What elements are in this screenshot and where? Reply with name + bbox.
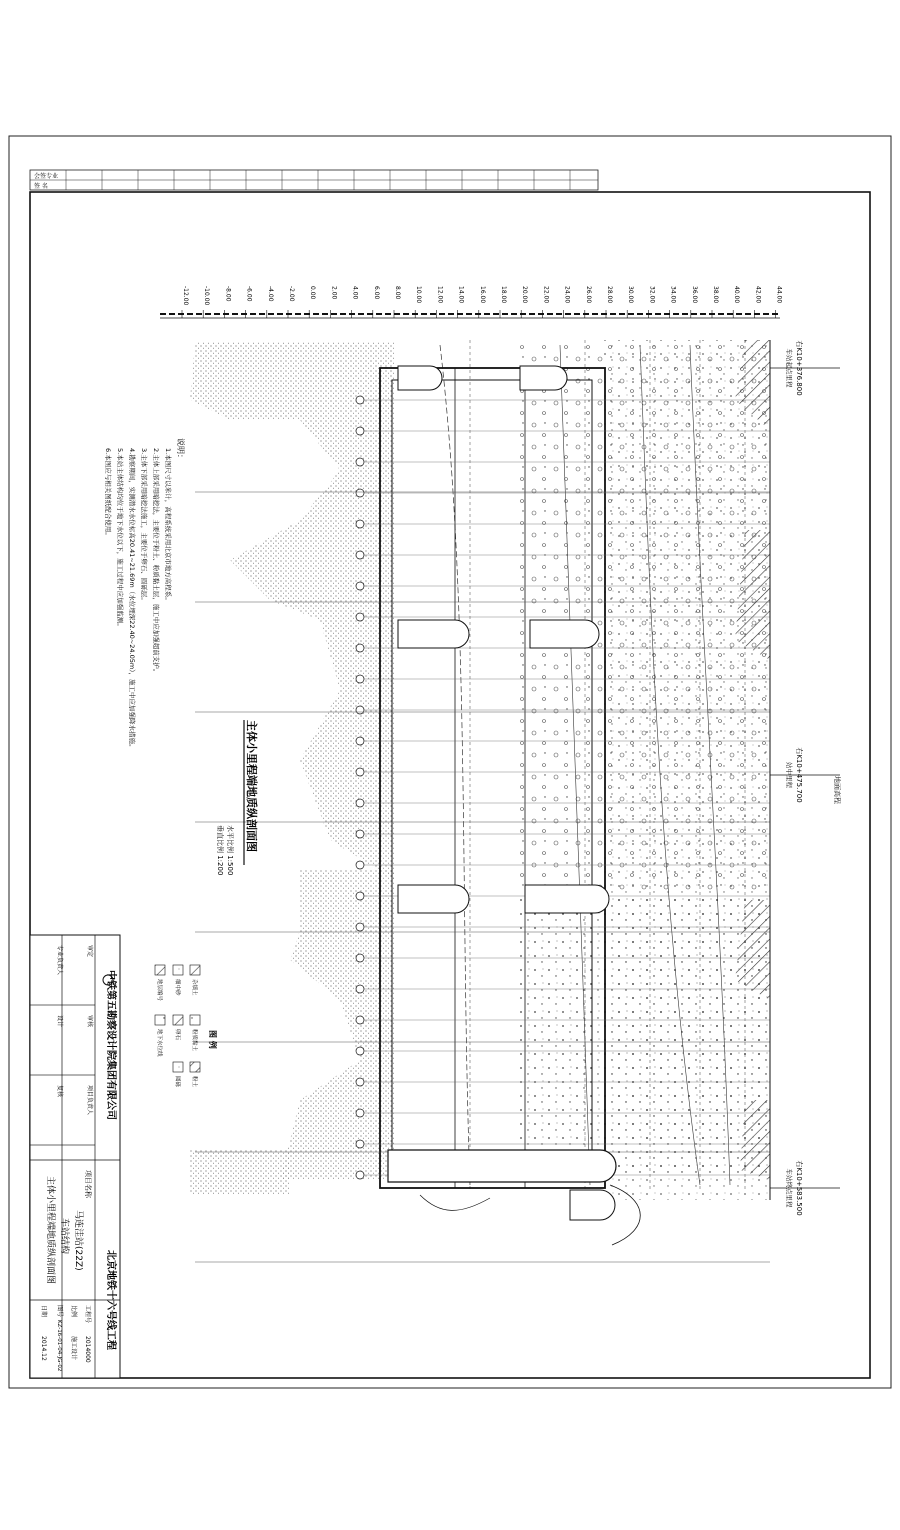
legend-swatch	[173, 965, 183, 975]
company-name: 中铁第五勘察设计院集团有限公司	[105, 970, 116, 1120]
elevation-tick-label: -12.00	[182, 286, 189, 306]
shaft-exit	[570, 1190, 615, 1220]
fill-soil-lower	[280, 870, 395, 1180]
end-station-label: 车站终点里程	[785, 1168, 793, 1208]
hatch-strip-end	[740, 1100, 770, 1180]
title-block-row-label: 设计	[56, 1015, 63, 1028]
shaft-top-left	[398, 366, 442, 390]
axis-bubble-icon	[356, 1140, 364, 1148]
legend-item-label: 地层编号	[156, 979, 162, 1002]
legend-swatch	[190, 965, 200, 975]
axis-bubble-icon	[356, 1171, 364, 1179]
elevation-tick-label: 18.00	[500, 286, 507, 304]
scale-label: 比例	[70, 1305, 77, 1318]
title-block-row-label: 项目负责人	[86, 1085, 93, 1116]
legend-item-label: 卵石	[174, 1029, 180, 1041]
note-line: 2.主体上部采用暗挖法，主要位于粉土、粉质黏土层，施工中应加强超前支护。	[152, 448, 160, 676]
center-station-mileage: 右K10+475.700	[795, 747, 803, 803]
axis-bubble-icon	[356, 520, 364, 528]
notes-block	[104, 438, 186, 750]
shaft-low-left	[398, 885, 469, 913]
axis-bubble-icon	[356, 1047, 364, 1055]
axis-bubble-icon	[356, 768, 364, 776]
code-label: 图号	[56, 1305, 63, 1318]
elevation-tick-label: 30.00	[627, 286, 635, 304]
fill-soil-upper	[190, 342, 395, 880]
legend-title: 图 例	[208, 1030, 217, 1049]
elevation-tick-label: -4.00	[266, 286, 274, 302]
elevation-tick-label: 38.00	[712, 286, 719, 304]
drawing-station: 马连洼站(22Z)	[73, 1210, 83, 1271]
base-curve	[420, 1195, 490, 1210]
side-mark: 地面高程	[833, 776, 841, 804]
axis-bubble-icon	[356, 706, 364, 714]
axis-bubble-icon	[356, 1016, 364, 1024]
drawing-title-block	[216, 720, 259, 875]
elevation-tick-label: 0.00	[309, 286, 317, 300]
axis-bubble-icon	[356, 582, 364, 590]
elevation-tick-label: -6.00	[245, 286, 253, 302]
countersign-row2-label: 签 名	[34, 183, 48, 190]
project-name: 北京地铁十六号线工程	[105, 1250, 116, 1350]
axis-bubble-icon	[356, 923, 364, 931]
legend-swatch	[173, 1062, 183, 1072]
elevation-tick-label: 6.00	[372, 286, 380, 300]
legend-swatch	[155, 1015, 165, 1025]
fill-soil-bottom	[190, 1150, 290, 1195]
elevation-tick-label: 2.00	[330, 286, 338, 300]
axis-bubble-icon	[356, 396, 364, 404]
elevation-tick-label: 8.00	[394, 286, 401, 300]
elevation-tick-label: 20.00	[521, 286, 529, 304]
elevation-tick-label: -8.00	[224, 286, 232, 302]
elevation-tick-label: -2.00	[288, 286, 295, 302]
date-label: 日期	[40, 1305, 47, 1318]
scale-horizontal: 水平比例 1:500	[226, 825, 234, 876]
elevation-tick-label: 32.00	[648, 286, 656, 304]
legend-item-label: 地下水位线	[156, 1029, 162, 1057]
axis-bubble-icon	[356, 1109, 364, 1117]
legend-swatch	[190, 1062, 200, 1072]
elevation-tick-label: 28.00	[606, 286, 613, 304]
elevation-tick-label: 26.00	[584, 286, 592, 304]
axis-bubble-icon	[356, 985, 364, 993]
drawing-title: 主体小里程端地质纵剖面图	[245, 720, 258, 852]
elevation-tick-label: 10.00	[415, 286, 423, 304]
note-line: 4.勘察期间，实测潜水水位标高20.41~21.69m（水位埋深22.40~24.05m），施工中应加强降水措施。	[128, 448, 136, 751]
title-block-row-label: 审定	[86, 945, 93, 958]
station-markers	[770, 340, 842, 1216]
elevation-tick-label: 42.00	[754, 286, 762, 304]
start-station-label: 车站起点里程	[785, 348, 793, 388]
legend-item-label: 杂填土	[191, 979, 197, 996]
drawing-part: 车站结构	[59, 1218, 69, 1255]
elevation-tick-label: 34.00	[669, 286, 677, 304]
note-line: 6.本图应与相关图纸配合使用。	[104, 448, 112, 539]
legend-item-label: 粉土	[191, 1076, 197, 1088]
axis-bubble-icon	[356, 489, 364, 497]
elevation-tick-label: 24.00	[563, 286, 571, 304]
shaft-low-right	[525, 885, 609, 913]
elevation-tick-label: 12.00	[436, 286, 444, 304]
axis-bubble-icon	[356, 644, 364, 652]
legend-item-label: 细中砂	[174, 979, 180, 996]
start-station-mileage: 右K10+376.800	[795, 340, 803, 396]
title-block-row-label: 复核	[56, 1085, 63, 1098]
note-line: 1.本图尺寸以米计，高程系统采用北京市地方高程系。	[164, 448, 172, 604]
shaft-mid-left	[398, 620, 469, 648]
axis-bubble-icon	[356, 427, 364, 435]
drawing-name: 主体小里程端地质纵剖面图	[45, 1176, 55, 1285]
end-station-mileage: 右K10+583.500	[795, 1160, 803, 1216]
axis-bubble-icon	[356, 675, 364, 683]
countersign-table	[30, 170, 598, 190]
title-block	[30, 935, 120, 1378]
pebble-layer	[600, 340, 770, 1200]
note-line: 5.本站主体结构均位于地下水位以下，施工过程中应加强监测。	[116, 448, 124, 630]
title-block-row-label: 审核	[86, 1015, 93, 1028]
axis-bubble-icon	[356, 892, 364, 900]
elevation-scale	[160, 286, 783, 318]
note-line: 3.主体下部采用暗挖法施工，主要位于卵石、圆砾层。	[140, 448, 148, 604]
design-stage: 施工设计	[70, 1336, 77, 1361]
notes-heading: 说明：	[176, 438, 185, 462]
elevation-tick-label: 44.00	[775, 286, 783, 304]
legend-item-label: 粉质黏土	[191, 1029, 197, 1052]
legend-swatch	[173, 1015, 183, 1025]
shaft-bottom	[388, 1150, 616, 1182]
elevation-tick-label: 40.00	[733, 286, 741, 304]
legend	[155, 965, 218, 1088]
project-label: 项目名称	[84, 1170, 92, 1198]
elevation-tick-label: 22.00	[542, 286, 550, 304]
axis-bubble-icon	[356, 861, 364, 869]
axis-bubble-icon	[356, 737, 364, 745]
date: 2014.12	[40, 1336, 47, 1361]
elevation-tick-label: -10.00	[203, 286, 211, 306]
job-no-label: 工程号	[84, 1305, 91, 1324]
legend-item-label: 圆砾	[174, 1076, 180, 1088]
drawing-no: KZ-16-01-04-JG-02	[56, 1320, 62, 1372]
elevation-tick-label: 36.00	[690, 286, 698, 304]
axis-bubble-icon	[356, 954, 364, 962]
legend-swatch	[155, 965, 165, 975]
job-no: 2014000	[84, 1336, 91, 1363]
geologic-section	[190, 340, 770, 1200]
center-station-label: 站中里程	[785, 762, 793, 788]
elevation-tick-label: 16.00	[478, 286, 486, 304]
axis-bubble-icon	[356, 1078, 364, 1086]
scale-vertical: 垂直比例 1:200	[216, 825, 224, 876]
elevation-tick-label: 14.00	[457, 286, 465, 304]
title-block-row-label: 专业负责人	[56, 945, 63, 976]
shaft-top-right	[520, 366, 567, 390]
countersign-row1-label: 会签专业	[34, 173, 59, 180]
legend-swatch	[190, 1015, 200, 1025]
axis-bubble-icon	[356, 458, 364, 466]
axis-bubble-icon	[356, 551, 364, 559]
axis-bubble-icon	[356, 799, 364, 807]
elevation-tick-label: 4.00	[351, 286, 359, 300]
axis-bubble-icon	[356, 830, 364, 838]
axis-bubble-icon	[356, 613, 364, 621]
shaft-mid-right	[530, 620, 599, 648]
